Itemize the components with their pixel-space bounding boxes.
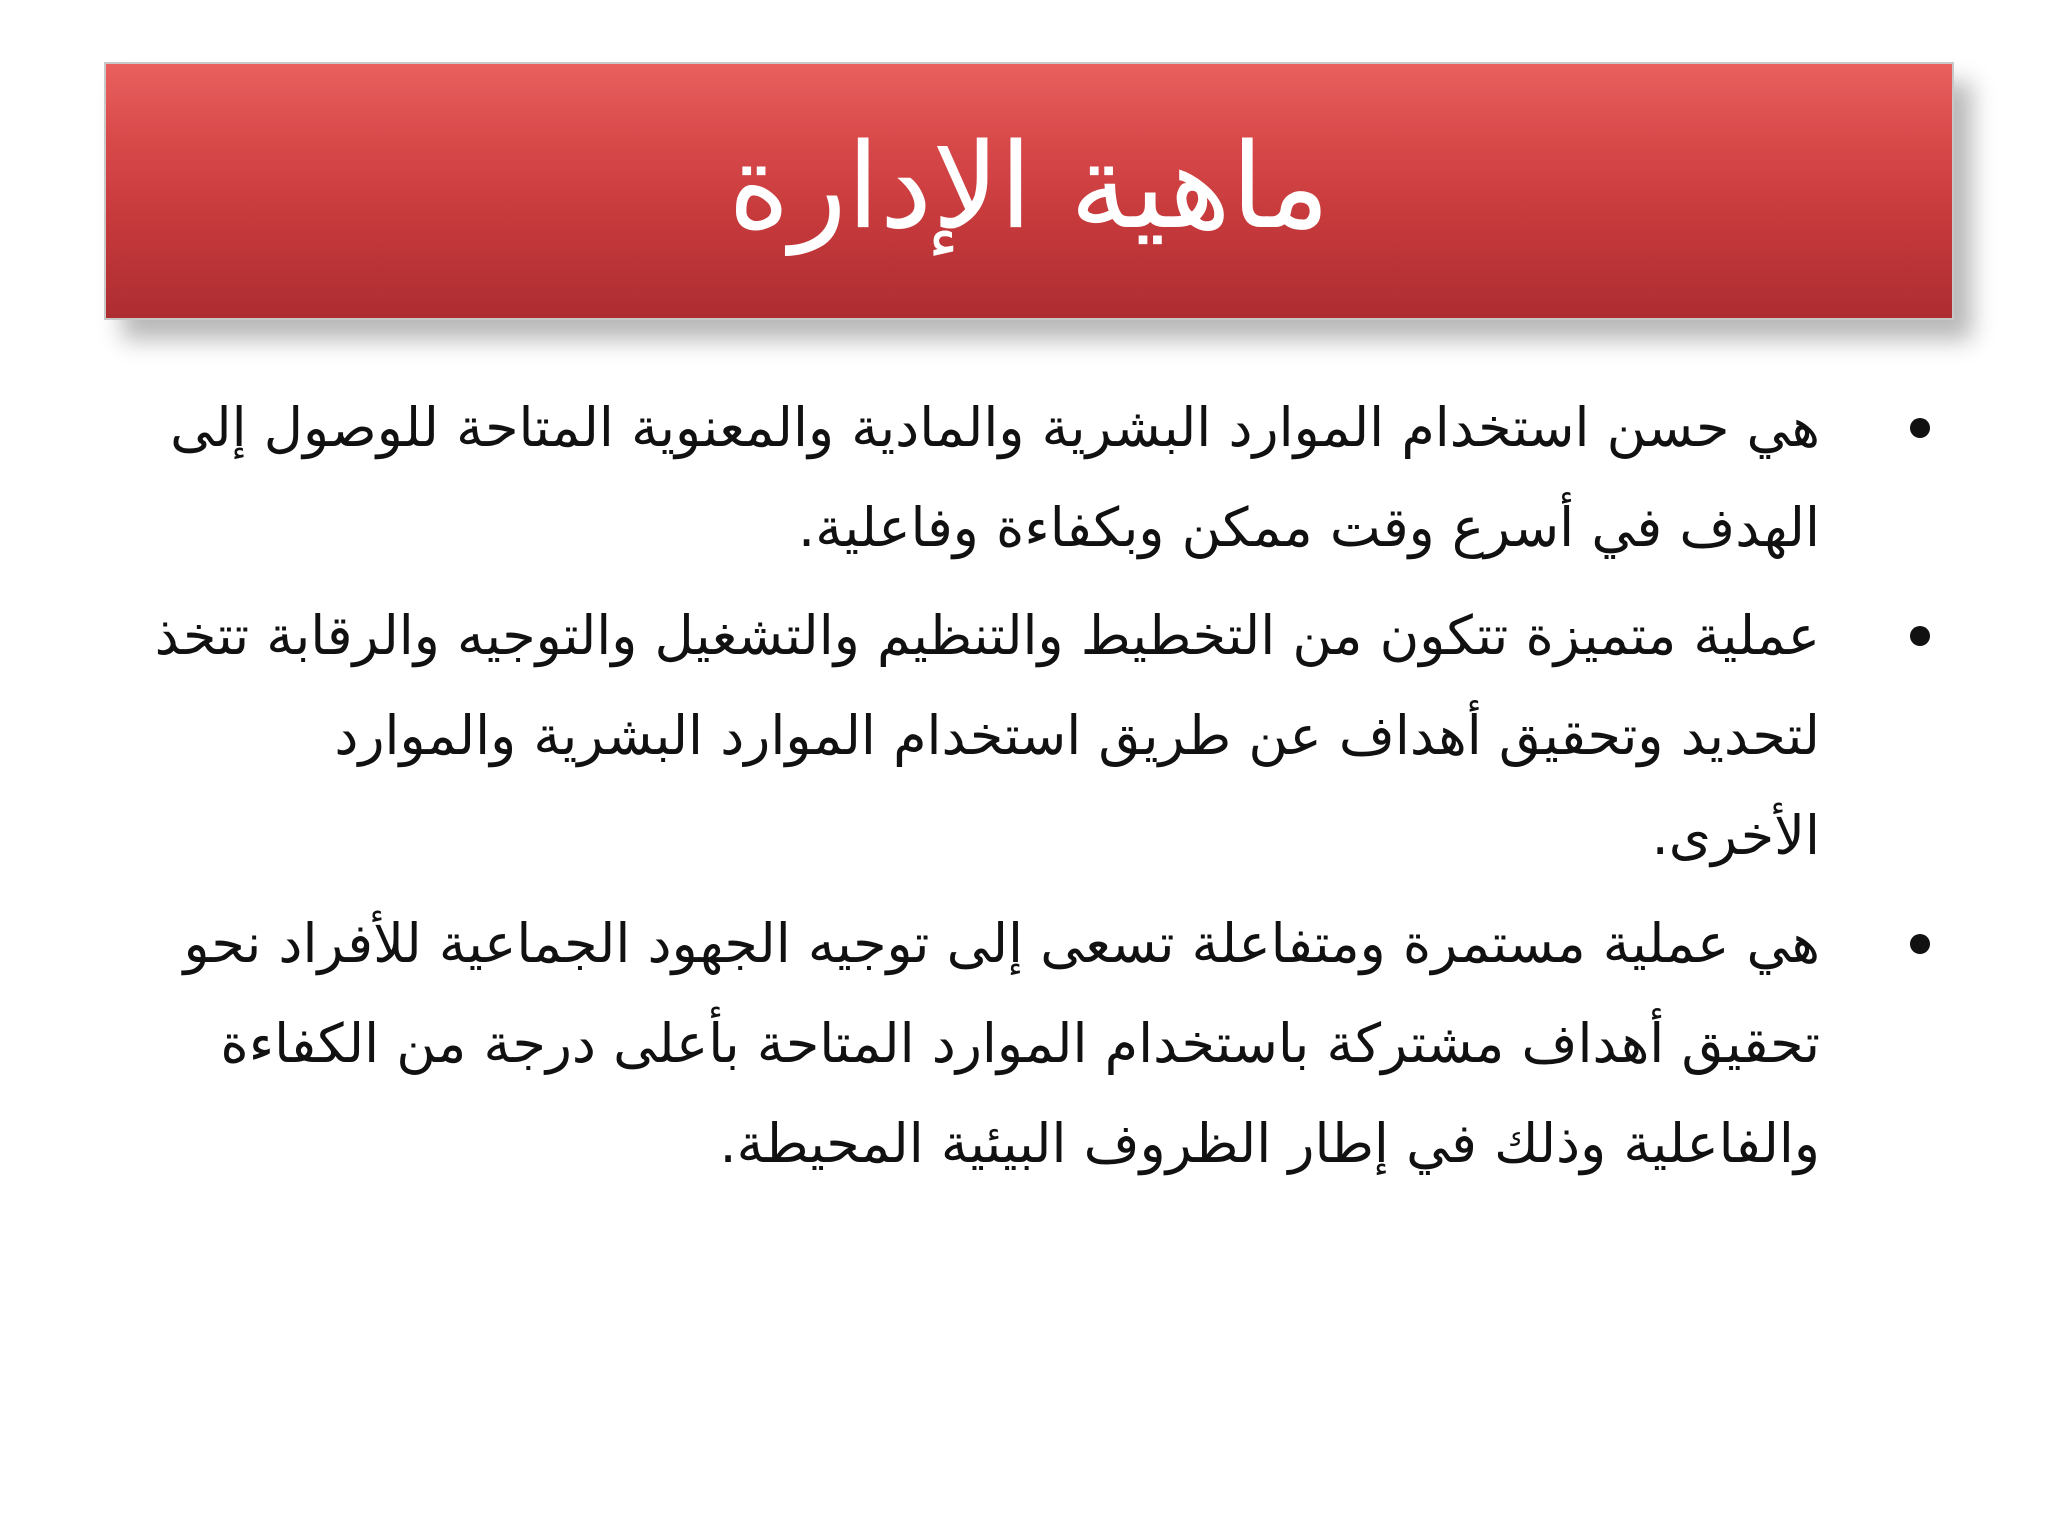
bullet-dot-icon bbox=[1910, 934, 1930, 954]
bullet-text: هي عملية مستمرة ومتفاعلة تسعى إلى توجيه الجهود الجماعية للأفراد نحو تحقيق أهداف مشتركة باستخدام الموارد المتاحة بأعلى درجة من الكفاءة والفاعلية وذلك في إطار الظروف البيئية المحيطة. bbox=[183, 912, 1820, 1175]
bullet-item bbox=[150, 586, 1930, 886]
bullet-dot-icon bbox=[1910, 418, 1930, 438]
slide-content bbox=[150, 378, 1930, 1202]
bullet-item bbox=[150, 894, 1930, 1194]
bullet-text: هي حسن استخدام الموارد البشرية والمادية والمعنوية المتاحة للوصول إلى الهدف في أسرع وقت ممكن وبكفاءة وفاعلية. bbox=[170, 396, 1820, 559]
bullet-dot-icon bbox=[1910, 626, 1930, 646]
bullet-text: عملية متميزة تتكون من التخطيط والتنظيم والتشغيل والتوجيه والرقابة تتخذ لتحديد وتحقيق أهداف عن طريق استخدام الموارد البشرية والموارد الأخرى. bbox=[154, 604, 1820, 867]
bullet-item bbox=[150, 378, 1930, 578]
title-bar bbox=[104, 62, 1954, 320]
bullet-list bbox=[150, 378, 1930, 1194]
slide-title: ماهية الإدارة bbox=[728, 117, 1330, 255]
